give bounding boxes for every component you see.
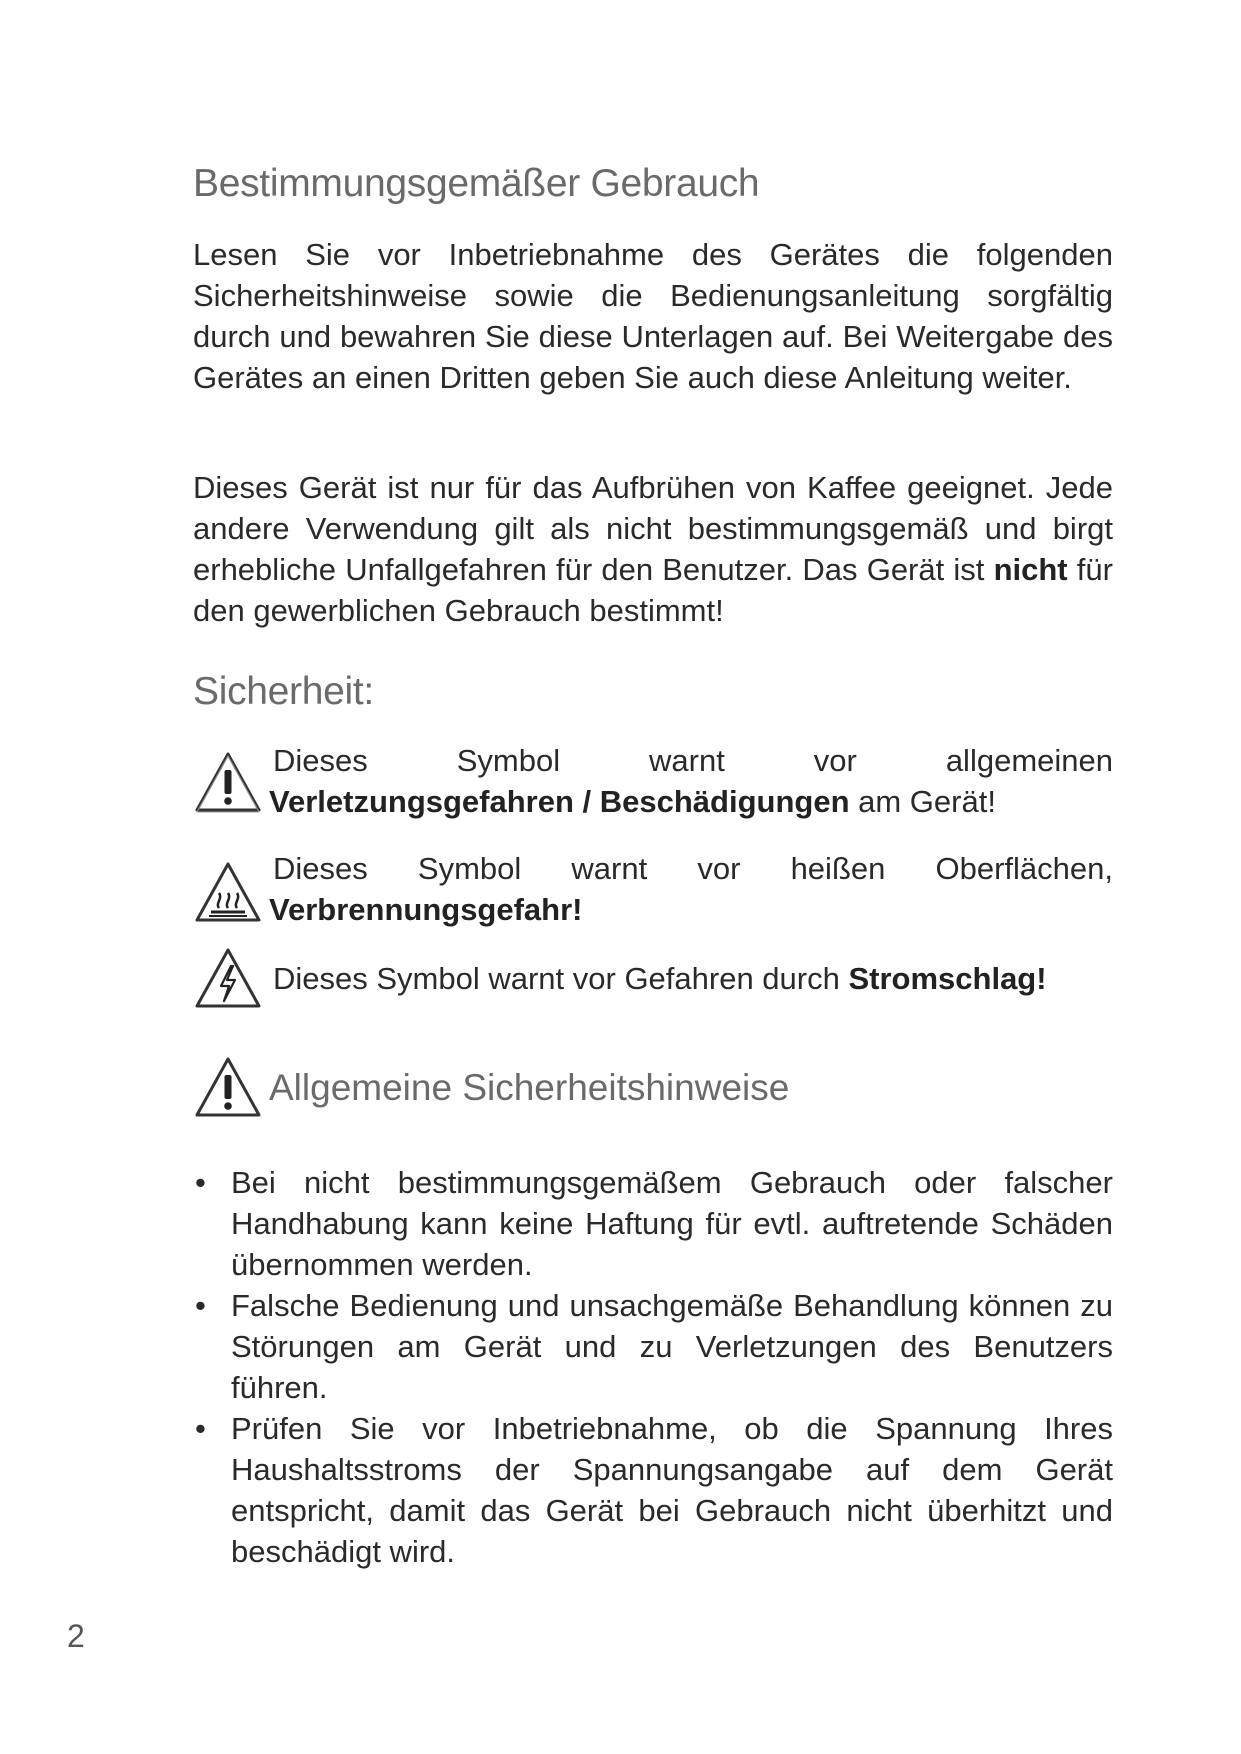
warning-electric-shock-body: Dieses Symbol warnt vor Gefahren durch bbox=[273, 961, 849, 996]
warning-general-line2 bbox=[269, 781, 1113, 822]
warning-general-rest: am Gerät! bbox=[849, 784, 996, 819]
warning-hot-surface-line2 bbox=[269, 889, 1113, 930]
heading-bestimmungsgemaesser-gebrauch: Bestimmungsgemäßer Gebrauch bbox=[193, 162, 760, 205]
warning-electric-shock-text bbox=[269, 958, 1113, 999]
warning-general-text bbox=[269, 740, 1113, 822]
usage-text-bold: nicht bbox=[993, 552, 1068, 587]
bullet-text: Falsche Bedienung und unsachgemäße Behandlung können zu Störungen am Gerät und zu Verletzungen des Benutzers führen. bbox=[231, 1288, 1113, 1405]
bullet-icon: • bbox=[195, 1288, 206, 1323]
hot-surface-icon bbox=[193, 860, 263, 924]
paragraph-intro: Lesen Sie vor Inbetriebnahme des Gerätes die folgenden Sicherheitshinweise sowie die Bedienungsanleitung sorgfältig durch und bewahren Sie diese Unterlagen auf. Bei Weitergabe des Gerätes an einen Dritten geben Sie auch diese Anleitung weiter. bbox=[193, 237, 1113, 395]
warning-exclamation-icon bbox=[193, 1055, 263, 1119]
warning-general-bold: Verletzungsgefahren / Beschädigungen bbox=[269, 784, 850, 819]
warning-hot-surface-bold: Verbrennungsgefahr! bbox=[269, 892, 583, 927]
heading-allgemeine-sicherheitshinweise: Allgemeine Sicherheitshinweise bbox=[269, 1067, 790, 1108]
list-item bbox=[193, 1408, 1113, 1572]
list-item bbox=[193, 1162, 1113, 1285]
bullet-text: Prüfen Sie vor Inbetriebnahme, ob die Spannung Ihres Haushaltsstroms der Spannungsangabe auf dem Gerät entspricht, damit das Gerät bei Gebrauch nicht überhitzt und beschädigt wird. bbox=[231, 1411, 1113, 1569]
warning-general-line1: Dieses Symbol warnt vor allgemeinen bbox=[273, 743, 1113, 778]
warning-hot-surface-text bbox=[269, 848, 1113, 930]
usage-text-part1: Dieses Gerät ist nur für das Aufbrühen von Kaffee geeignet. Jede andere Verwendung gilt als nicht bestimmungsgemäß und birgt erhebliche Unfallgefahren für den Benutzer. Das Gerät ist bbox=[193, 470, 1113, 587]
electric-shock-icon bbox=[193, 946, 263, 1010]
warning-exclamation-icon bbox=[193, 750, 263, 814]
warning-hot-surface-line1: Dieses Symbol warnt vor heißen Oberflächen, bbox=[273, 851, 1113, 886]
list-item bbox=[193, 1285, 1113, 1408]
warning-electric-shock-bold: Stromschlag! bbox=[848, 961, 1047, 996]
page-number: 2 bbox=[67, 1618, 85, 1654]
paragraph-usage bbox=[193, 467, 1113, 631]
usage-text-part2: für den gewerblichen Gebrauch bestimmt! bbox=[193, 552, 1113, 628]
safety-bullet-list bbox=[193, 1162, 1113, 1572]
bullet-icon: • bbox=[195, 1165, 206, 1200]
bullet-icon: • bbox=[195, 1411, 206, 1446]
bullet-text: Bei nicht bestimmungsgemäßem Gebrauch oder falscher Handhabung kann keine Haftung für evtl. auftretende Schäden übernommen werden. bbox=[231, 1165, 1113, 1282]
heading-sicherheit: Sicherheit: bbox=[193, 670, 374, 713]
